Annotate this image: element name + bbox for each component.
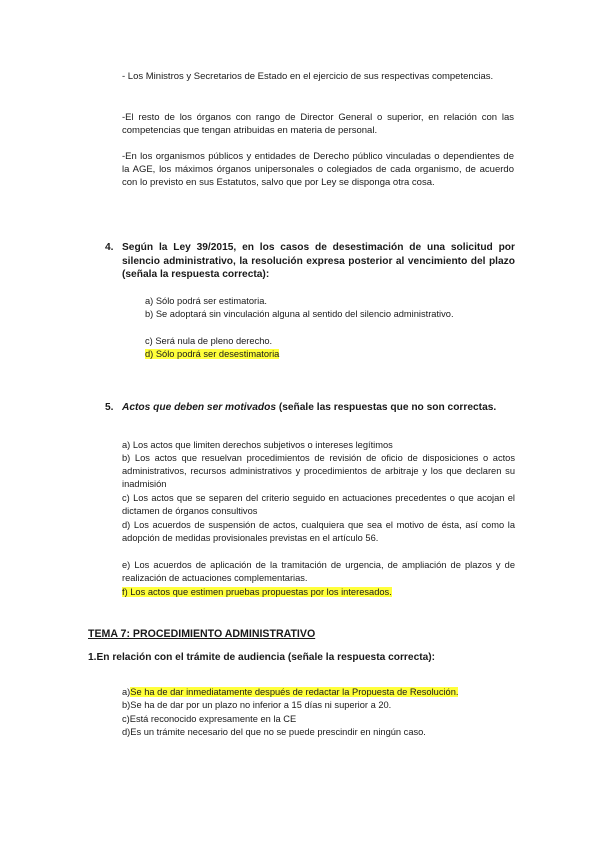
question-4-option-c: c) Será nula de pleno derecho. — [145, 336, 273, 346]
question-5-option-e: e) Los acuerdos de aplicación de la tramitación de urgencia, de ampliación de plazos y de realización de actuaciones complementarias. — [122, 560, 515, 583]
tema-question-1-option-b: b)Se ha de dar por un plazo no inferior a 15 días ni superior a 20. — [122, 700, 392, 710]
question-5-number: 5. — [105, 402, 114, 413]
question-4-text: Según la Ley 39/2015, en los casos de desestimación de una solicitud por silencio administrativo, la resolución expresa posterior al vencimiento del plazo (señala la respuesta correcta): — [122, 242, 515, 281]
tema-question-1-option-d: d)Es un trámite necesario del que no se puede prescindir en ningún caso. — [122, 727, 426, 737]
intro-paragraph-ministros: - Los Ministros y Secretarios de Estado en el ejercicio de sus respectivas competencias. — [122, 71, 494, 82]
intro-paragraph-organismos: -En los organismos públicos y entidades de Derecho público vinculadas o dependientes de la AGE, los máximos órganos unipersonales o colegiados de cada organismo, de acuerdo con lo previsto en sus Estatutos, salvo que por Ley se disponga otra cosa. — [122, 151, 514, 188]
question-5-option-f — [122, 586, 392, 599]
tema-question-1: 1.En relación con el trámite de audiencia (señale la respuesta correcta): — [88, 652, 436, 663]
tema-title: TEMA 7: PROCEDIMIENTO ADMINISTRATIVO — [88, 628, 316, 640]
question-5-option-c: c) Los actos que se separen del criterio seguido en actuaciones precedentes o que acojan el dictamen de órganos consultivos — [122, 493, 515, 516]
question-5-text-rest: (señale las respuestas que no son correctas. — [275, 402, 497, 413]
tema-question-1-option-a — [122, 686, 458, 699]
question-4-option-a: a) Sólo podrá ser estimatoria. — [145, 296, 267, 306]
question-5-title: Actos que deben ser motivados — [122, 402, 276, 413]
intro-paragraph-director-general: -El resto de los órganos con rango de Director General o superior, en relación con las competencias que tengan atribuidas en materia de personal. — [122, 112, 514, 136]
question-5-text — [122, 401, 515, 415]
question-5-option-b: b) Los actos que resuelvan procedimientos de revisión de oficio de disposiciones o actos administrativos, recursos administrativos y procedimientos de arbitraje y los que declaren su inadmisión — [122, 453, 515, 489]
question-4-option-d-highlight: d) Sólo podrá ser desestimatoria — [145, 349, 280, 359]
question-4-option-b: b) Se adoptará sin vinculación alguna al sentido del silencio administrativo. — [145, 309, 454, 319]
question-5-option-d: d) Los acuerdos de suspensión de actos, cualquiera que sea el motivo de ésta, así como la adopción de medidas provisionales previstas en el artículo 56. — [122, 520, 515, 543]
question-5 — [105, 401, 515, 415]
tema-option-a-prefix: a) — [122, 687, 131, 697]
tema-option-a-highlight: Se ha de dar inmediatamente después de redactar la Propuesta de Resolución. — [130, 687, 459, 697]
question-4-number: 4. — [105, 242, 114, 253]
question-5-option-f-highlight: f) Los actos que estimen pruebas propuestas por los interesados. — [122, 587, 392, 597]
tema-question-1-option-c: c)Está reconocido expresamente en la CE — [122, 714, 297, 724]
question-4-option-d — [145, 348, 279, 361]
question-4 — [105, 241, 515, 282]
question-5-option-a: a) Los actos que limiten derechos subjetivos o intereses legítimos — [122, 440, 393, 450]
